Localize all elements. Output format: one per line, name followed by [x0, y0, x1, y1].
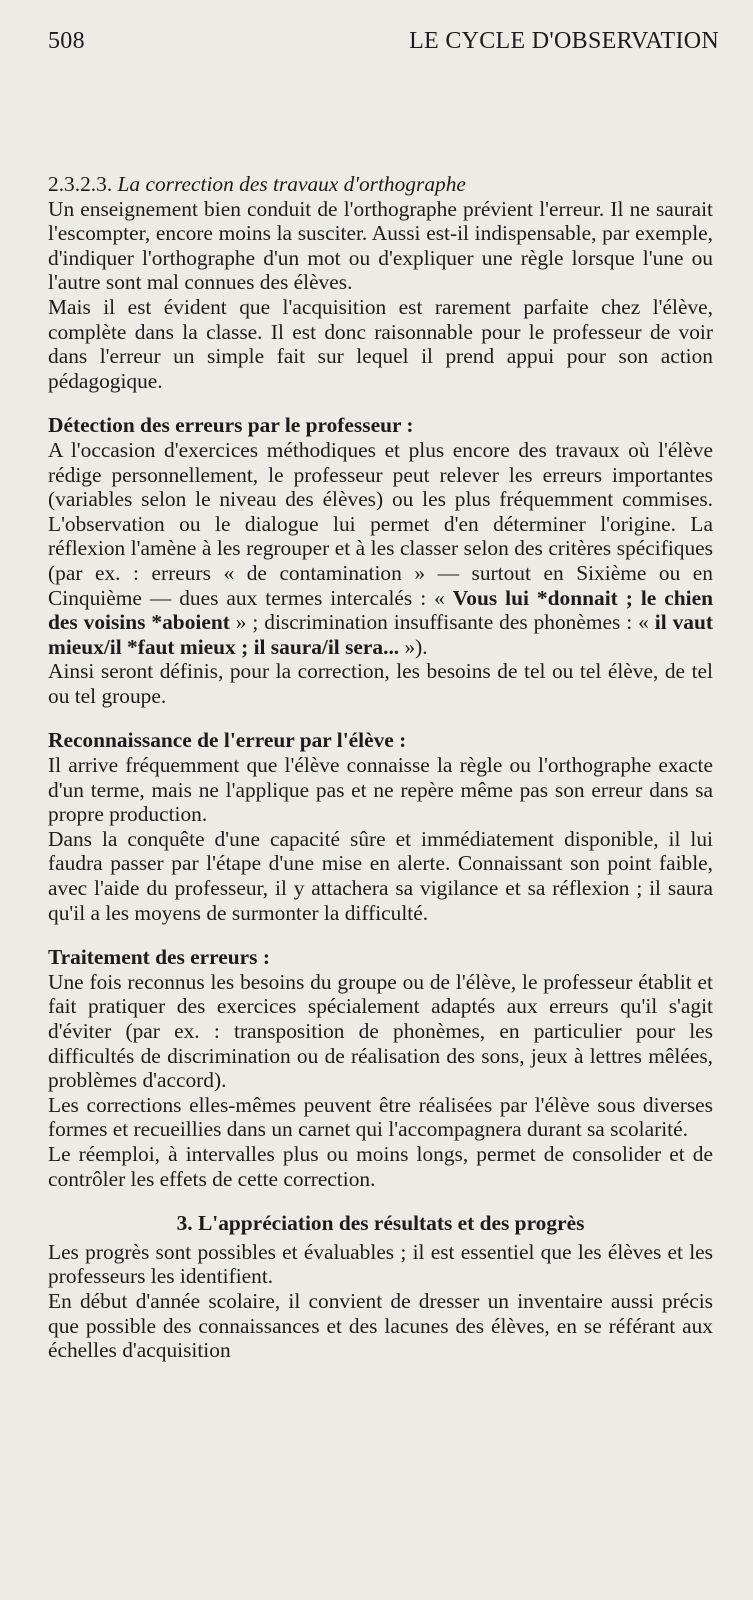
paragraph: Le réemploi, à intervalles plus ou moins longs, permet de consolider et de contrôler les effets de cette correction.	[48, 1141, 713, 1191]
subheading-detection: Détection des erreurs par le professeur :	[48, 413, 414, 438]
paragraph-detection	[48, 438, 713, 659]
example-bold: il vaut mieux/il *faut mieux ; il saura/il sera...	[48, 610, 713, 659]
paragraph: Une fois reconnus les besoins du groupe ou de l'élève, le professeur établit et fait pratiquer des exercices spécialement adaptés aux erreurs qu'il s'agit d'éviter (par ex. : transposition de phonèmes, en particulier pour les difficultés de discrimination ou de réalisation des sons, jeux à lettres mêlées, problèmes d'accord).	[48, 969, 713, 1093]
paragraph: Il arrive fréquemment que l'élève connaisse la règle ou l'orthographe exacte d'un terme, mais ne l'applique pas et ne repère même pas son erreur dans sa propre production.	[48, 753, 713, 827]
paragraph: Ainsi seront définis, pour la correction, les besoins de tel ou tel élève, de tel ou tel groupe.	[48, 659, 713, 708]
text-run: »).	[399, 634, 428, 659]
running-head	[48, 28, 719, 55]
paragraph: Mais il est évident que l'acquisition est rarement parfaite chez l'élève, complète dans la classe. Il est donc raisonnable pour le professeur de voir dans l'erreur un simple fait sur lequel il prend appui pour son action pédagogique.	[48, 294, 713, 393]
section-title	[48, 172, 713, 197]
paragraph: Un enseignement bien conduit de l'orthographe prévient l'erreur. Il ne saurait l'escompter, encore moins la susciter. Aussi est-il indispensable, par exemple, d'indiquer l'orthographe d'un mot ou d'expliquer une règle lorsque l'une ou l'autre sont mal connues des élèves.	[48, 196, 713, 295]
text-run: A l'occasion d'exercices méthodiques et plus encore des travaux où l'élève rédige personnellement, le professeur peut relever les erreurs importantes (variables selon le niveau des élèves) ou les plus fréquemment commises. L'observation ou le dialogue lui permet d'en déterminer l'origine. La réflexion l'amène à les regrouper et à les classer selon des critères spécifiques (par ex. : erreurs « de contamination » — surtout en Sixième ou en Cinquième — dues aux termes intercalés : «	[48, 437, 713, 610]
page-body	[48, 172, 713, 1363]
section-3-heading: 3. L'appréciation des résultats et des progrès	[176, 1211, 585, 1236]
example-bold: Vous lui *donnait ; le chien des voisins *aboient	[48, 585, 713, 635]
section-title-text: La correction des travaux d'orthographe	[117, 172, 466, 196]
page-number: 508	[48, 28, 85, 54]
paragraph: En début d'année scolaire, il convient de dresser un inventaire aussi précis que possible des connaissances et des lacunes des élèves, en se référant aux échelles d'acquisition	[48, 1288, 713, 1363]
running-title: LE CYCLE D'OBSERVATION	[409, 28, 719, 54]
subheading-recognition: Reconnaissance de l'erreur par l'élève :	[48, 728, 407, 753]
paragraph: Dans la conquête d'une capacité sûre et immédiatement disponible, il lui faudra passer par l'étape d'une mise en alerte. Connaissant son point faible, avec l'aide du professeur, il y attachera sa vigilance et sa réflexion ; il saura qu'il a les moyens de surmonter la difficulté.	[48, 826, 713, 925]
subheading-treatment: Traitement des erreurs :	[48, 945, 270, 970]
paragraph: Les progrès sont possibles et évaluables ; il est essentiel que les élèves et les professeurs les identifient.	[48, 1239, 713, 1289]
paragraph: Les corrections elles-mêmes peuvent être réalisées par l'élève sous diverses formes et recueillies dans un carnet qui l'accompagnera durant sa scolarité.	[48, 1092, 713, 1142]
text-run: » ; discrimination insuffisante des phonèmes : «	[229, 610, 655, 635]
section-number: 2.3.2.3.	[48, 172, 113, 196]
